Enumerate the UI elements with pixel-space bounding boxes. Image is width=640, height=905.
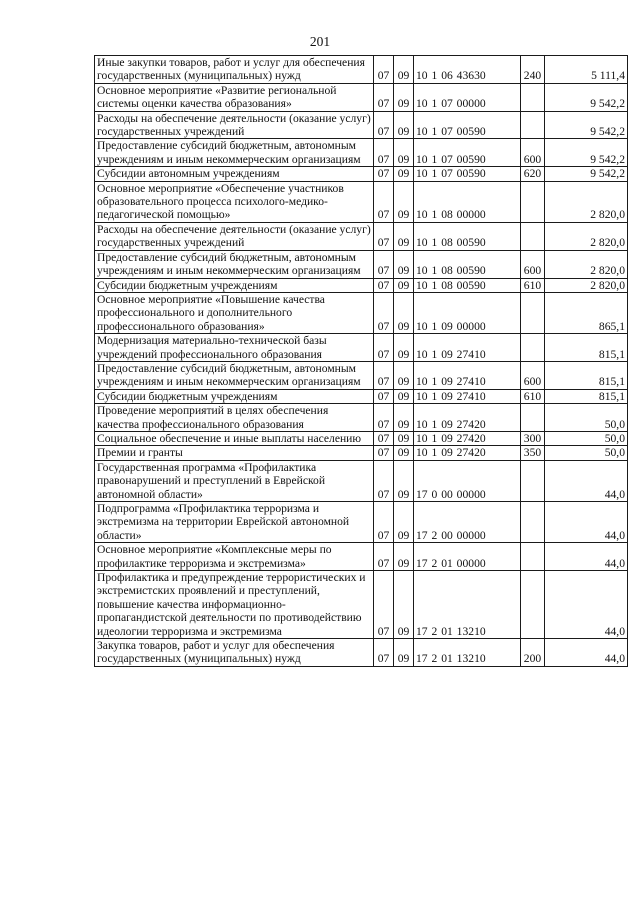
target-article-code: 17 2 01 13210 [414,571,521,639]
table-row [95,431,628,445]
amount: 2 820,0 [545,222,628,250]
expense-type-code: 350 [521,446,545,460]
expense-name: Премии и гранты [95,446,374,460]
subsection-code: 09 [394,361,414,389]
subsection-code: 09 [394,571,414,639]
section-code: 07 [374,460,394,501]
table-row [95,361,628,389]
target-article-code: 10 1 07 00590 [414,139,521,167]
subsection-code: 09 [394,139,414,167]
expense-type-code [521,292,545,333]
expense-name: Расходы на обеспечение деятельности (оказание услуг) государственных учреждений [95,222,374,250]
table-row [95,56,628,84]
section-code: 07 [374,222,394,250]
table-row [95,404,628,432]
amount: 2 820,0 [545,181,628,222]
expense-name: Предоставление субсидий бюджетным, автономным учреждениям и иным некоммерческим организациям [95,139,374,167]
target-article-code: 10 1 09 27420 [414,404,521,432]
expense-type-code [521,334,545,362]
subsection-code: 09 [394,639,414,667]
expense-type-code [521,404,545,432]
subsection-code: 09 [394,83,414,111]
section-code: 07 [374,250,394,278]
section-code: 07 [374,278,394,292]
amount: 9 542,2 [545,83,628,111]
table-row [95,543,628,571]
budget-table-body [95,56,628,667]
subsection-code: 09 [394,543,414,571]
section-code: 07 [374,292,394,333]
expense-type-code: 300 [521,431,545,445]
target-article-code: 10 1 09 27410 [414,334,521,362]
subsection-code: 09 [394,292,414,333]
page-number: 201 [309,34,331,49]
section-code: 07 [374,361,394,389]
section-code: 07 [374,334,394,362]
table-row [95,292,628,333]
amount: 815,1 [545,361,628,389]
section-code: 07 [374,389,394,403]
expense-type-code: 240 [521,56,545,84]
table-row [95,181,628,222]
subsection-code: 09 [394,460,414,501]
target-article-code: 17 2 00 00000 [414,502,521,543]
expense-name: Субсидии бюджетным учреждениям [95,389,374,403]
subsection-code: 09 [394,111,414,139]
amount: 50,0 [545,431,628,445]
section-code: 07 [374,56,394,84]
target-article-code: 10 1 09 27420 [414,431,521,445]
section-code: 07 [374,167,394,181]
amount: 44,0 [545,460,628,501]
target-article-code: 10 1 09 27420 [414,446,521,460]
amount: 815,1 [545,334,628,362]
expense-name: Основное мероприятие «Обеспечение участников образовательного процесса психолого-медико-педагогической помощью» [95,181,374,222]
target-article-code: 17 2 01 00000 [414,543,521,571]
expense-name: Иные закупки товаров, работ и услуг для обеспечения государственных (муниципальных) нужд [95,56,374,84]
expense-name: Субсидии автономным учреждениям [95,167,374,181]
target-article-code: 10 1 08 00590 [414,250,521,278]
amount: 44,0 [545,502,628,543]
subsection-code: 09 [394,181,414,222]
target-article-code: 10 1 09 27410 [414,389,521,403]
section-code: 07 [374,181,394,222]
target-article-code: 10 1 07 00590 [414,111,521,139]
expense-type-code: 600 [521,139,545,167]
amount: 50,0 [545,404,628,432]
amount: 44,0 [545,543,628,571]
expense-name: Профилактика и предупреждение террористических и экстремистских проявлений и преступлений, повышение качества информационно-пропагандистской деятельности по противодействию идеологии терроризма и экстремизма [95,571,374,639]
target-article-code: 10 1 09 00000 [414,292,521,333]
table-row [95,446,628,460]
expense-type-code: 600 [521,361,545,389]
amount: 5 111,4 [545,56,628,84]
section-code: 07 [374,543,394,571]
expense-type-code [521,83,545,111]
expense-type-code: 200 [521,639,545,667]
target-article-code: 10 1 06 43630 [414,56,521,84]
expense-type-code [521,460,545,501]
amount: 2 820,0 [545,278,628,292]
expense-name: Проведение мероприятий в целях обеспечения качества профессионального образования [95,404,374,432]
expense-type-code [521,502,545,543]
target-article-code: 10 1 08 00590 [414,222,521,250]
expense-name: Расходы на обеспечение деятельности (оказание услуг) государственных учреждений [95,111,374,139]
table-row [95,639,628,667]
subsection-code: 09 [394,222,414,250]
expense-name: Социальное обеспечение и иные выплаты населению [95,431,374,445]
expense-type-code: 610 [521,278,545,292]
amount: 2 820,0 [545,250,628,278]
amount: 865,1 [545,292,628,333]
expense-type-code: 620 [521,167,545,181]
table-row [95,250,628,278]
expense-name: Предоставление субсидий бюджетным, автономным учреждениям и иным некоммерческим организациям [95,250,374,278]
section-code: 07 [374,431,394,445]
budget-table [94,55,628,667]
expense-name: Основное мероприятие «Повышение качества профессионального и дополнительного профессионального образования» [95,292,374,333]
amount: 9 542,2 [545,167,628,181]
table-row [95,389,628,403]
expense-name: Модернизация материально-технической базы учреждений профессионального образования [95,334,374,362]
target-article-code: 17 0 00 00000 [414,460,521,501]
table-row [95,278,628,292]
subsection-code: 09 [394,56,414,84]
amount: 44,0 [545,639,628,667]
expense-name: Подпрограмма «Профилактика терроризма и экстремизма на территории Еврейской автономной области» [95,502,374,543]
table-row [95,167,628,181]
subsection-code: 09 [394,404,414,432]
amount: 44,0 [545,571,628,639]
expense-type-code [521,222,545,250]
expense-name: Предоставление субсидий бюджетным, автономным учреждениям и иным некоммерческим организациям [95,361,374,389]
subsection-code: 09 [394,250,414,278]
target-article-code: 10 1 08 00000 [414,181,521,222]
table-row [95,222,628,250]
section-code: 07 [374,502,394,543]
section-code: 07 [374,639,394,667]
subsection-code: 09 [394,167,414,181]
subsection-code: 09 [394,446,414,460]
expense-type-code [521,111,545,139]
section-code: 07 [374,446,394,460]
expense-name: Субсидии бюджетным учреждениям [95,278,374,292]
section-code: 07 [374,139,394,167]
table-row [95,502,628,543]
amount: 9 542,2 [545,139,628,167]
expense-type-code: 610 [521,389,545,403]
target-article-code: 17 2 01 13210 [414,639,521,667]
expense-type-code: 600 [521,250,545,278]
section-code: 07 [374,111,394,139]
expense-type-code [521,181,545,222]
expense-type-code [521,543,545,571]
expense-name: Основное мероприятие «Комплексные меры по профилактике терроризма и экстремизма» [95,543,374,571]
table-row [95,460,628,501]
amount: 815,1 [545,389,628,403]
amount: 9 542,2 [545,111,628,139]
section-code: 07 [374,571,394,639]
expense-name: Основное мероприятие «Развитие региональной системы оценки качества образования» [95,83,374,111]
section-code: 07 [374,404,394,432]
table-row [95,139,628,167]
table-row [95,111,628,139]
target-article-code: 10 1 09 27410 [414,361,521,389]
table-row [95,83,628,111]
subsection-code: 09 [394,431,414,445]
amount: 50,0 [545,446,628,460]
target-article-code: 10 1 08 00590 [414,278,521,292]
subsection-code: 09 [394,389,414,403]
section-code: 07 [374,83,394,111]
subsection-code: 09 [394,334,414,362]
subsection-code: 09 [394,502,414,543]
subsection-code: 09 [394,278,414,292]
target-article-code: 10 1 07 00000 [414,83,521,111]
expense-type-code [521,571,545,639]
target-article-code: 10 1 07 00590 [414,167,521,181]
table-row [95,571,628,639]
table-row [95,334,628,362]
expense-name: Закупка товаров, работ и услуг для обеспечения государственных (муниципальных) нужд [95,639,374,667]
expense-name: Государственная программа «Профилактика правонарушений и преступлений в Еврейской автономной области» [95,460,374,501]
